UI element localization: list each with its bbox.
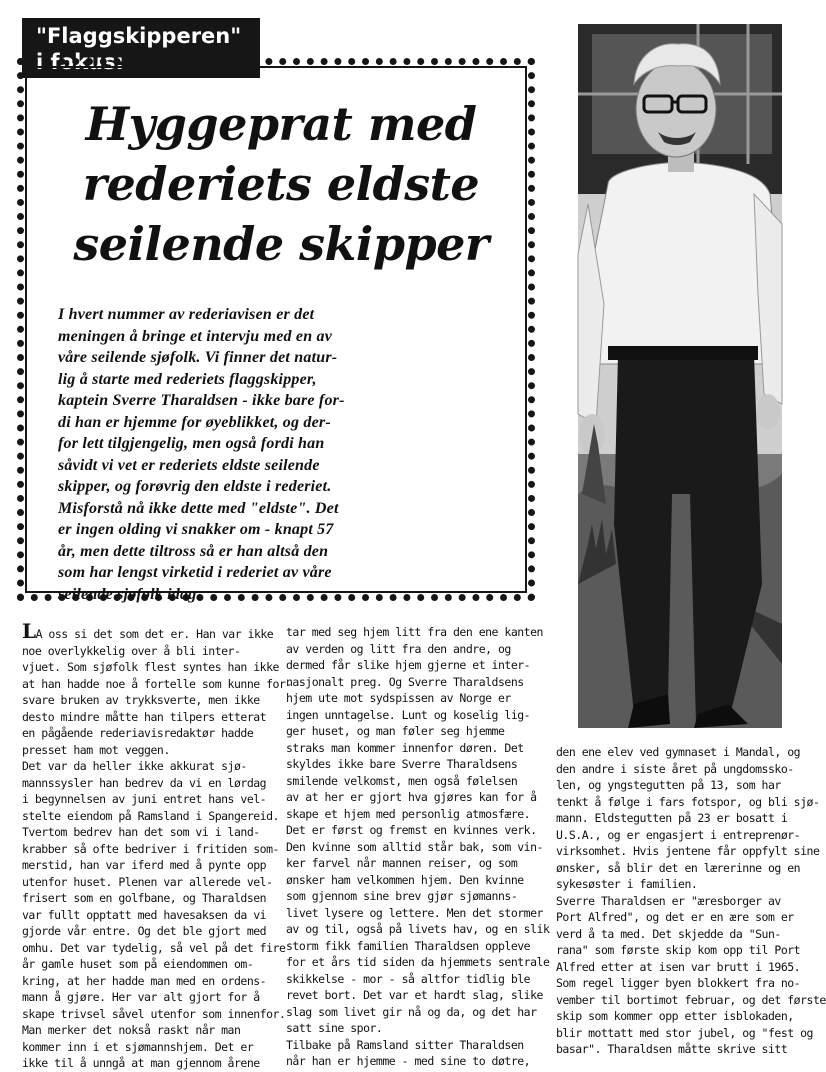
body-line: straks man kommer innenfor døren. Det [286,740,524,755]
body-line: tenkt å følge i fars fotspor, og bli sjø- [556,794,820,809]
kicker-line-2: i fokus: [36,50,124,74]
intro-line: seilende sjøfolk idag. [58,585,201,603]
article-intro [58,304,508,605]
body-line: Port Alfred", og det er en ære som er [556,910,794,924]
intro-line: skipper, og forøvrig den eldste i rederiet. [58,478,332,495]
body-first-line [22,619,274,643]
body-line: var fullt opptatt med havesaksen da vi [22,907,267,922]
body-line: presset ham mot veggen. [22,742,170,757]
intro-line: for lett tilgjengelig, men også fordi han [58,435,325,452]
body-line: skape trivsel såvel utenfor som innenfor. [22,1006,286,1021]
body-column-3 [556,744,826,1058]
body-line: vjuet. Som sjøfolk flest syntes han ikke [22,660,279,674]
body-line: ikke til å unngå at man gjennom årene [22,1056,260,1070]
body-line: at han hadde noe å fortelle som kunne for- [22,676,292,691]
body-line: len, og yngstegutten på 13, som har [556,778,781,792]
body-line: omhu. Det var tydelig, så vel på det fire [22,940,286,955]
body-line: Tvertom bedrev han det som vi i land- [22,825,260,839]
body-line: gjorde vår entre. Og det ble gjort med [22,924,267,938]
body-line: den ene elev ved gymnaset i Mandal, og [556,745,801,759]
body-line: sykesøster i familien. [556,877,698,891]
body-line: mann å gjøre. Her var alt gjort for å [22,990,260,1004]
body-line: den andre i siste året på ungdomssko- [556,761,794,776]
body-line: mannssysler han bedrev da vi en lørdag [22,775,267,790]
body-line: skikkelse - mor - så altfor tidlig ble [286,971,531,986]
body-line: av og til, også på livets hav, og en slik [286,922,550,936]
body-line: dermed får slike hjem gjerne et inter- [286,658,531,672]
body-line: kring, at her hadde man med en ordens- [22,973,267,988]
body-line: Tilbake på Ramsland sitter Tharaldsen [286,1037,524,1052]
body-line: mann. Eldstegutten på 23 er bosatt i [556,811,788,825]
intro-line: år, men dette tiltross så er han altså den [58,542,329,560]
body-line: skape et hjem med personlig atmosfære. [286,806,531,821]
body-line: når han er hjemme - med sine to døtre, [286,1054,531,1068]
intro-line: som har lengst virketid i rederiet av våre [58,564,332,581]
body-line: desto mindre måtte han tilpers etterat [22,709,267,724]
body-line: stelte eiendom på Ramsland i Spangereid. [22,808,279,823]
body-column-1 [22,619,292,1072]
intro-line: I hvert nummer av rederiavisen er det [58,306,315,323]
body-line: Den kvinne som alltid står bak, som vin- [286,839,543,854]
headline-line-1: Hyggeprat med [85,97,477,151]
intro-line: såvidt vi vet er rederiets eldste seilende [58,456,320,474]
body-line: tar med seg hjem litt fra den ene kanten [286,625,543,639]
body-line: ger huset, og man føler seg hjemme [286,724,505,738]
body-line: verd å ta med. Det skjedde da "Sun- [556,926,781,941]
body-line: år gamle huset som på eiendommen om- [22,957,254,971]
body-line: Som regel ligger byen blokkert fra no- [556,976,801,990]
body-line: Det er først og fremst en kvinnes verk. [286,823,537,837]
body-line: ønsker, så blir det en lærerinne og en [556,860,801,875]
body-line: revet bort. Det var et hardt slag, slike [286,988,543,1002]
body-line: skyldes ikke bare Sverre Tharaldsens [286,757,518,771]
body-line: skip som kommer opp etter isblokaden, [556,1009,794,1023]
body-line: noe overlykkelig over å bli inter- [22,643,241,658]
intro-line: er ingen olding vi snakker om - knapt 57 [58,521,334,538]
body-line: basar". Tharaldsen måtte skrive sitt [556,1042,788,1056]
body-line: for et års tid siden da hjemmets sentrale [286,955,550,969]
intro-line: Misforstå nå ikke dette med "eldste". Det [58,499,339,517]
body-line: hjem ute mot sydspissen av Norge er [286,691,511,705]
body-line: ønsker ham velkommen hjem. Den kvinne [286,872,524,887]
body-line: slag som livet gir nå og da, og det har [286,1004,537,1019]
body-line: nasjonalt preg. Og Sverre Tharaldsens [286,674,524,689]
body-line: utenfor huset. Plenen var allerede vel- [22,874,273,889]
intro-line: meningen å bringe et intervju med en av [58,327,333,345]
article-headline [46,94,516,274]
body-column-2 [286,624,550,1070]
body-line: en pågående rederiavisredaktør hadde [22,726,254,740]
body-line: av verden og litt fra den andre, og [286,641,511,656]
body-line: storm fikk familien Tharaldsen oppleve [286,938,531,953]
body-line: ker farvel når mannen reiser, og som [286,856,518,870]
body-line: svare bruken av trykksverte, men ikke [22,693,260,707]
body-line: virksomhet. Hvis jentene får oppfylt sine [556,844,820,858]
body-line: Man merker det nokså raskt når man [22,1023,241,1037]
body-line: som gjennom sine brev gjør sjømanns- [286,889,518,903]
body-line: rana" som første skip kom opp til Port [556,943,801,957]
headline-line-3: seilende skipper [73,217,489,271]
body-line: krabber så ofte bedriver i fritiden som- [22,841,279,856]
portrait-photo-illustration [578,24,782,728]
body-line: Sverre Tharaldsen er "æresborger av [556,893,781,908]
body-line: ingen unntagelse. Lunt og koselig lig- [286,707,531,722]
body-line: Alfred etter at isen var brutt i 1965. [556,959,801,974]
intro-line: kaptein Sverre Tharaldsen - ikke bare for- [58,392,345,409]
kicker-line-1: "Flaggskipperen" [36,24,242,48]
portrait-photo [578,24,782,728]
body-line: blir mottatt med stor jubel, og "fest og [556,1025,813,1040]
body-line: frisert som en golfbane, og Tharaldsen [22,891,267,905]
body-line: merstid, han var iferd med å pynte opp [22,858,267,872]
intro-line: våre seilende sjøfolk. Vi finner det natur- [58,349,338,366]
body-first-line-text: A oss si det som det er. Han var ikke [35,627,274,641]
intro-line: di han er hjemme for øyeblikket, og der- [58,413,331,431]
body-line: livet lysere og lettere. Men det stormer [286,905,543,920]
body-line: Det var da heller ikke akkurat sjø- [22,759,247,773]
body-line: U.S.A., og er engasjert i entreprenør- [556,827,801,842]
drop-cap: L [22,619,36,643]
body-line: smilende velkomst, men også følelsen [286,773,518,788]
body-line: i begynnelsen av juni entret hans vel- [22,792,267,806]
headline-line-2: rederiets eldste [82,157,480,211]
body-line: kommer inn i et sjømannshjem. Det er [22,1039,254,1054]
body-line: satt sine spor. [286,1021,383,1035]
body-line: av at her er gjort hva gjøres kan for å [286,790,537,804]
body-line: vember til bortimot februar, og det første [556,992,826,1007]
intro-line: lig å starte med rederiets flaggskipper, [58,370,317,388]
